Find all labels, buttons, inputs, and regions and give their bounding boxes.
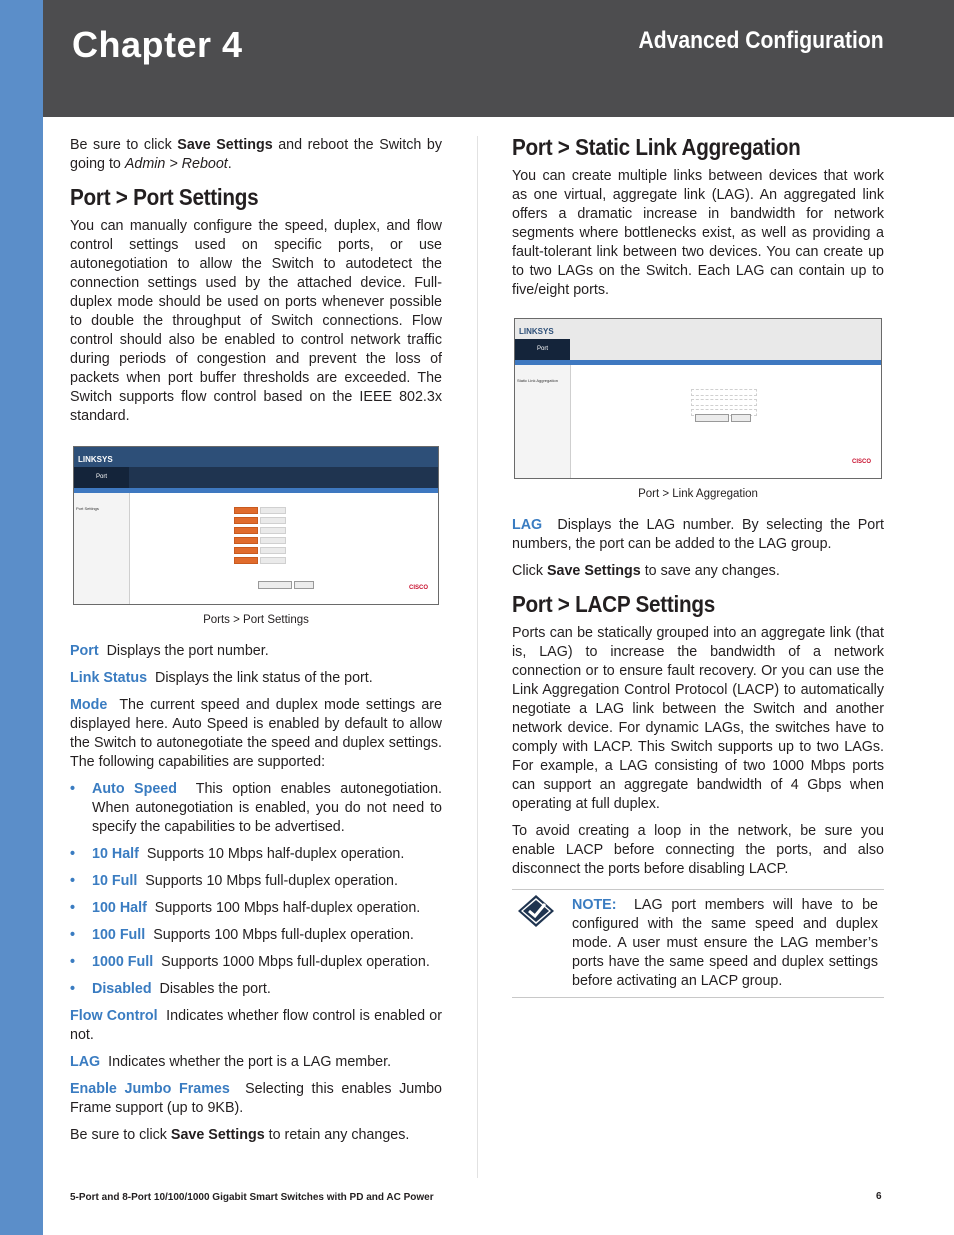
port-settings-paragraph: You can manually configure the speed, duplex, and flow control settings used on specific ports, or use autonegotiation to allow the Switch to autodetect the connection settings used by the attached device. Full-duplex mode should be used on ports whenever possible to double the throughput of Switch connections. Flow control should also be enabled to control network traffic during periods of congestion and prevent the loss of packets when port buffer thresholds are exceeded. The Switch supports flow control based on the IEEE 802.3x standard. xyxy=(70,218,442,424)
list-item: • 100 Full Supports 100 Mbps full-duplex operation. xyxy=(70,926,442,945)
def-link-status: Link Status Displays the link status of the port. xyxy=(70,670,373,686)
screenshot-caption-port-settings: Ports > Port Settings xyxy=(203,614,309,626)
def-flow-control: Flow Control Indicates whether flow control is enabled or not. xyxy=(70,1008,442,1043)
port-settings-screenshot: LINKSYS Port Port Settings CISCO xyxy=(73,446,439,605)
def-mode: Mode The current speed and duplex mode settings are displayed here. Auto Speed is enabled by default to allow the Switch to autonegotiate the speed and duplex settings. The following capabilities are supported: xyxy=(70,697,442,770)
footer-product-name: 5-Port and 8-Port 10/100/1000 Gigabit Smart Switches with PD and AC Power xyxy=(70,1192,434,1203)
mode-capabilities-list xyxy=(70,780,442,999)
save-reminder: Click Save Settings to save any changes. xyxy=(512,563,780,579)
section-title: Advanced Configuration xyxy=(638,27,884,54)
screenshot-caption-link-aggregation: Port > Link Aggregation xyxy=(638,488,758,500)
linksys-logo: LINKSYS xyxy=(78,455,113,464)
link-aggregation-screenshot: LINKSYS Port Static Link Aggregation CISCO xyxy=(514,318,882,479)
heading-static-link-aggregation: Port > Static Link Aggregation xyxy=(512,134,801,160)
list-item: • 10 Half Supports 10 Mbps half-duplex operation. xyxy=(70,845,442,864)
list-item: • Disabled Disables the port. xyxy=(70,980,442,999)
cisco-logo: CISCO xyxy=(408,585,428,591)
def-jumbo-frames: Enable Jumbo Frames Selecting this enables Jumbo Frame support (up to 9KB). xyxy=(70,1081,443,1116)
column-divider xyxy=(477,136,478,1178)
heading-port-settings: Port > Port Settings xyxy=(70,184,259,210)
page-number: 6 xyxy=(876,1191,882,1202)
def-lag: LAG Displays the LAG number. By selecting the Port numbers, the port can be added to the LAG group. xyxy=(512,517,884,552)
lacp-paragraph-1: Ports can be statically grouped into an aggregate link (that is, LAG) to increase the bandwidth of a network connection or to ensure fault recovery. Or you can use the Link Aggregation Control Protocol (LACP) to automatically negotiate a LAG link between the Switch and another network device. For dynamic LAGs, the switches have to comply with LACP. This Switch supports up to two LAGs. For example, a LAG consisting of two 1000 Mbps ports can support an aggregate bandwidth of 4 Gbps when operating at full duplex. xyxy=(512,625,884,812)
list-item: • Auto Speed This option enables autonegotiation. When autonegotiation is enabled, you do not need to specify the capabilities to be advertised. xyxy=(70,780,442,837)
chapter-title: Chapter 4 xyxy=(72,24,243,65)
def-lag: LAG Indicates whether the port is a LAG member. xyxy=(70,1054,392,1070)
cisco-logo: CISCO xyxy=(851,459,871,465)
checkmark-icon xyxy=(512,894,560,928)
def-port: Port Displays the port number. xyxy=(70,643,269,659)
note-text: NOTE: LAG port members will have to be configured with the same speed and duplex mode. A user must ensure the LAG member’s ports have the same speed and duplex settings before activating an LACP group. xyxy=(572,897,878,989)
save-reminder: Be sure to click Save Settings to retain any changes. xyxy=(70,1127,410,1143)
note-box xyxy=(512,889,884,998)
list-item: • 10 Full Supports 10 Mbps full-duplex operation. xyxy=(70,872,442,891)
intro-paragraph: Be sure to click Save Settings and reboot the Switch by going to Admin > Reboot. xyxy=(70,137,442,172)
left-sidebar-stripe xyxy=(0,0,43,1235)
left-column xyxy=(70,136,442,1153)
linksys-logo: LINKSYS xyxy=(519,327,554,336)
lacp-paragraph-2: To avoid creating a loop in the network, be sure you enable LACP before connecting the ports, and also disconnect the ports before disabling LACP. xyxy=(512,823,884,877)
heading-lacp-settings: Port > LACP Settings xyxy=(512,591,715,617)
static-lag-paragraph: You can create multiple links between devices that work as one virtual, aggregate link (LAG). An aggregated link offers a dramatic increase in bandwidth for network segments where bottlenecks exist, as well as providing a fault-tolerant link between two devices. You can create up to two LAGs on the Switch. Each LAG can contain up to five/eight ports. xyxy=(512,168,884,298)
list-item: • 100 Half Supports 100 Mbps half-duplex operation. xyxy=(70,899,442,918)
list-item: • 1000 Full Supports 1000 Mbps full-duplex operation. xyxy=(70,953,442,972)
right-column xyxy=(512,136,884,998)
